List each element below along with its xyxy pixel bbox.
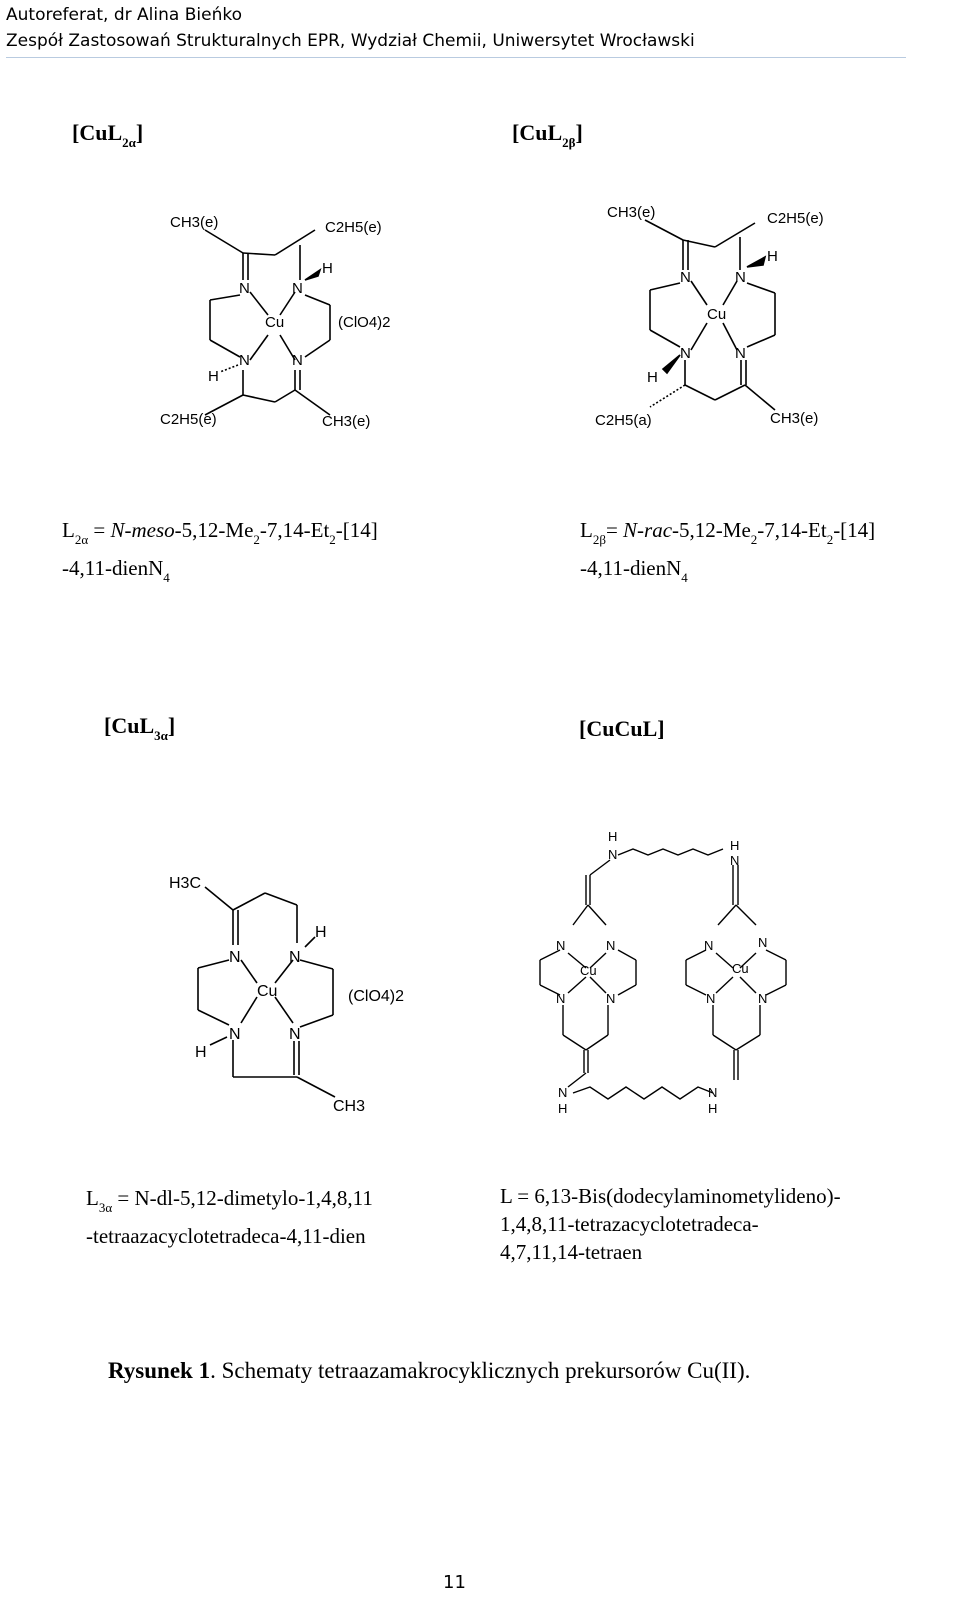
complex-label-cul3a: [CuL$_{3\alpha}$] <box>104 713 176 743</box>
mol1-h1: H <box>322 260 333 277</box>
mol4-n12: N <box>708 1085 718 1100</box>
complex-label-cul2b: [CuL$_{2\beta}$] <box>512 120 583 150</box>
description-l2b: $L_{2\beta}= N-rac-5,12-Me_2-7,14-Et_2-[14]$ -4,11-dienN$_4$ <box>580 518 876 585</box>
mol3-cu: Cu <box>257 983 278 1000</box>
mol2-n2: N <box>735 269 746 286</box>
mol4-n11: N <box>558 1085 568 1100</box>
mol1-h2: H <box>208 368 219 385</box>
structure-cul2a <box>150 200 410 445</box>
mol4-n10: N <box>758 991 768 1006</box>
mol4-cu1: Cu <box>580 963 597 978</box>
mol4-n2: N <box>730 853 740 868</box>
description-l: L = 6,13-Bis(dodecylaminometylideno)- 1,4,8,11-tetrazacyclotetradeca- 4,7,11,14-tetraen <box>500 1184 841 1264</box>
mol4-n3: N <box>556 938 566 953</box>
mol4-h1: H <box>608 829 618 844</box>
description-l3a: $L_{3\alpha}$ = N-dl-5,12-dimetylo-1,4,8,11 -tetraazacyclotetradeca-4,11-dien <box>86 1186 373 1248</box>
mol2-ch3e: CH3(e) <box>607 204 656 221</box>
mol4-h2: H <box>730 838 740 853</box>
page-header <box>6 2 906 58</box>
complex-label-cucul: [CuCuL] <box>579 716 665 741</box>
mol4-n6: N <box>606 991 616 1006</box>
header-author: Autoreferat, dr Alina Bieńko <box>6 5 242 25</box>
mol2-c2h5a: C2H5(a) <box>595 412 652 429</box>
mol1-clo4: (ClO4)2 <box>338 314 391 331</box>
mol4-h4: H <box>708 1101 718 1116</box>
mol1-n2: N <box>292 280 303 297</box>
complex-label-cul2a: [CuL$_{2\alpha}$] <box>72 120 144 150</box>
mol3-clo4: (ClO4)2 <box>348 988 405 1005</box>
mol3-h1: H <box>315 924 327 941</box>
mol3-n4: N <box>289 1026 301 1043</box>
mol4-n5: N <box>556 991 566 1006</box>
mol3-h3c: H3C <box>169 875 202 892</box>
mol3-n3: N <box>229 1026 241 1043</box>
figure-caption: Rysunek 1. Schematy tetraazamakrocyklicznych prekursorów Cu(II). <box>108 1358 751 1383</box>
mol2-h1: H <box>767 248 778 265</box>
mol1-cu: Cu <box>265 314 285 331</box>
mol1-ch3e: CH3(e) <box>170 214 219 231</box>
mol1-c2h5e: C2H5(e) <box>325 219 382 236</box>
mol3-n2: N <box>289 949 301 966</box>
mol4-n4: N <box>606 938 616 953</box>
mol2-c2h5e: C2H5(e) <box>767 210 824 227</box>
mol4-h3: H <box>558 1101 568 1116</box>
mol2-n3: N <box>680 345 691 362</box>
header-affiliation: Zespół Zastosowań Strukturalnych EPR, Wydział Chemii, Uniwersytet Wrocławski <box>6 31 695 51</box>
mol2-h2: H <box>647 369 658 386</box>
mol4-n1: N <box>608 847 618 862</box>
mol4-cu2: Cu <box>732 961 749 976</box>
mol4-n8: N <box>758 935 768 950</box>
mol2-n1: N <box>680 269 691 286</box>
mol1-n4: N <box>292 352 303 369</box>
mol1-n1: N <box>239 280 250 297</box>
mol3-n1: N <box>229 949 241 966</box>
mol4-n7: N <box>704 938 714 953</box>
structure-cucul <box>528 825 808 1130</box>
mol3-ch3: CH3 <box>333 1098 366 1115</box>
mol2-ch3e-b: CH3(e) <box>770 410 819 427</box>
structure-cul3a <box>165 865 425 1130</box>
structure-cul2b <box>595 195 855 445</box>
description-l2a: $L_{2\alpha}$ = $N-meso-5,12-Me_2-7,14-Et_2-[14]$ -4,11-dienN$_4$ <box>62 518 378 585</box>
mol4-n9: N <box>706 991 716 1006</box>
mol1-c2h5e-b: C2H5(e) <box>160 411 217 428</box>
mol2-n4: N <box>735 345 746 362</box>
mol2-cu: Cu <box>707 306 727 323</box>
mol1-ch3e-b: CH3(e) <box>322 413 371 430</box>
mol1-n3: N <box>239 352 250 369</box>
mol3-h2: H <box>195 1044 207 1061</box>
page-number: 11 <box>443 1572 466 1593</box>
